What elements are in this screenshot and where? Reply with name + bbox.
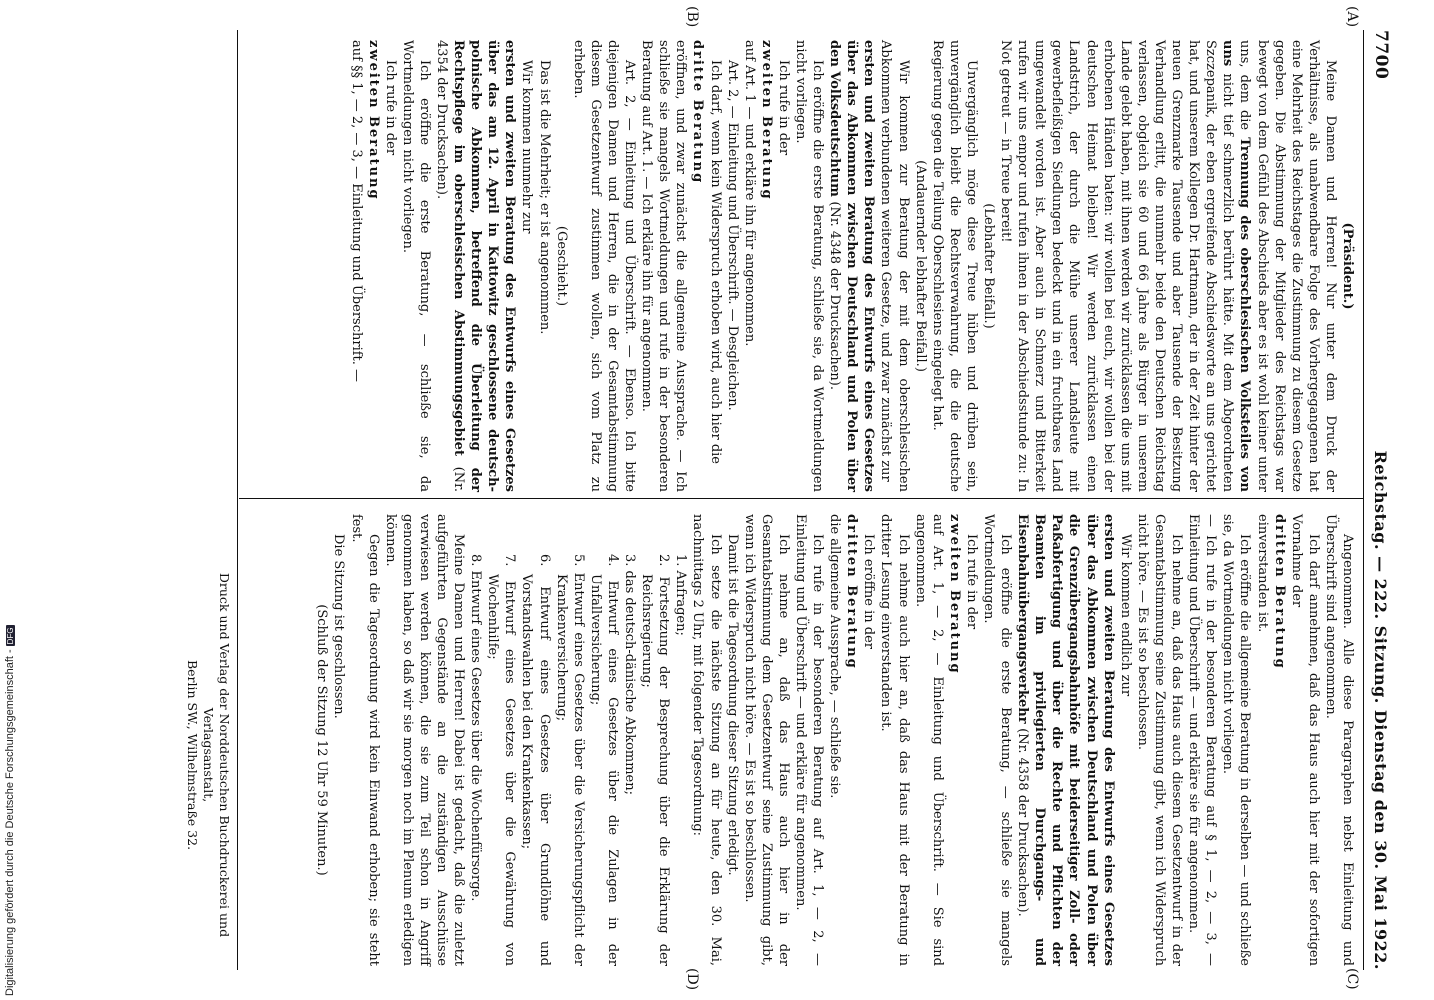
reading-heading: zweiten Beratung <box>758 40 774 201</box>
paragraph: einverstanden ist. <box>1254 514 1270 633</box>
reading-heading: dritte Beratung <box>690 40 706 185</box>
imprint-line: Druck und Verlag der Norddeutschen Buchdruckerei und Verlagsanstalt, <box>201 572 232 938</box>
paragraph: Ich nehme an, daß das Haus auch diesem Gesetzentwurf in der Gesamtabstimmung seine Zustimmung gibt, wenn ich Widerspruch nicht höre. — Es ist so beschlossen. <box>1134 514 1185 966</box>
paragraph: auf Art. 1 — und erkläre ihn für angenommen. <box>741 40 757 347</box>
paragraph: Angenommen. Alle diese Paragraphen nebst Einleitung und Überschrift sind angenommen. <box>1322 514 1355 966</box>
paragraph: Ich eröffne die erste Beratung, — schließe sie mangels Wortmeldungen. <box>981 514 1014 966</box>
paragraph: Damit ist die Tagesordnung dieser Sitzung erledigt. <box>724 534 740 876</box>
agenda-heading: ersten und zweiten Beratung des Entwurfs eines Gesetzes über das am 12. April in Kattowitz geschlossene deutsch-polnische Abkommen, betreffend die Überleitung der Rechtspflege im oberschlesischen Abstimmungsgebiet (Nr. 4354 der Drucksachen). <box>434 40 518 492</box>
list-item: 5. Entwurf eines Gesetzes über die Versicherungspflicht der Krankenversicherung; <box>553 554 586 966</box>
paragraph: Wir kommen endlich zur <box>1117 534 1133 697</box>
agenda-heading: ersten und zweiten Beratung des Entwurfs eines Gesetzes über das Abkommen zwischen Deutschland und Polen über den Volksdeutschtum (Nr. 4348 der Drucksachen). <box>827 40 877 492</box>
imprint-line: Berlin SW., Wilhelmstraße 32. <box>185 659 200 851</box>
agenda-list <box>467 534 689 966</box>
paragraph: Das ist die Mehrheit; er ist angenommen. <box>536 60 552 335</box>
applause-note: (Andauernder lebhafter Beifall.) <box>912 160 928 372</box>
session-closing-note: (Schluß der Sitzung 12 Uhr 59 Minuten.) <box>314 604 330 876</box>
paragraph: die allgemeine Aussprache, — schließe sie. <box>827 514 843 799</box>
paragraph: Unvergänglich möge diese Treue hüben und drüben sein, unvergänglich bleibt die Rechtsverwahrung, die die deutsche Regierung gegen die Teilung Oberschlesiens eingelegt hat. <box>929 40 979 492</box>
list-item: 7. Entwurf eines Gesetzes über die Gewährung von Wochenhilfe; <box>485 554 518 966</box>
list-item: 1. Anfragen; <box>673 554 689 636</box>
paragraph: Ich eröffne die erste Beratung, schließe sie, da Wortmeldungen nicht vorliegen. <box>793 40 826 492</box>
paragraph: Ich rufe in der <box>963 534 979 630</box>
paragraph: Gegen die Tagesordnung wird kein Einwand erhoben; sie steht fest. <box>348 514 381 966</box>
list-item: 3. das deutsch-dänische Abkommen; <box>622 554 638 796</box>
imprint-footer <box>184 540 232 970</box>
paragraph: Ich rufe in der <box>382 60 398 156</box>
paragraph: Meine Damen und Herren! Dabei ist gedacht, daß die zuletzt aufgeführten Gegenstände an die zuständigen Ausschüsse verwiesen werden können, die sie zum Teil schon in Angriff genommen haben, so daß wir sie morgen noch im Plenum erledigen können. <box>382 514 467 966</box>
paragraph: Art. 2, — Einleitung und Überschrift. — Desgleichen. <box>724 60 740 411</box>
paragraph: Ich nehme auch hier an, daß das Haus mit der Beratung in dritter Lesung einverstanden ist. <box>878 514 911 966</box>
header-rule <box>1363 30 1364 970</box>
emphasis: Trennung des oberschlesischen Volksteiles von uns <box>1220 40 1253 493</box>
margin-letter-c: (C) <box>1344 968 1360 990</box>
column-divider <box>239 498 1364 499</box>
paragraph: Meine Damen und Herren! Nur unter dem Druck der Verhältnisse, als unabwendbare Folge des Vorhergegangenen hat eine Mehrheit des Reichstages die Zustimmung zu diesem Gesetze gegeben. Die Abstimmung der Mitglieder des Reichstags war bewegt von dem Gefühl des Abschieds aber es ist wohl keiner unter uns, dem die Trennung des oberschlesischen Volksteiles von uns nicht tief schmerzlich berührt hätte. Mit dem Abgeordneten Szczepanik, der eben ergreifende Abschiedsworte an uns gerichtet hat, und unserem Kollegen Dr. Hartmann, der in der Zeit hinter der neuen Grenzmarke Tausende und aber Tausende der Besitzung Verhandlung erlitt, die nunmehr beide den Deutschen Reichstag verlassen, obgleich sie 60 und 66 Jahre als Bürger in unserem Lande gelebt haben, mit ihnen werden wir zurücklassen die uns mit erhobenen Händen baten: wir wollen bei euch, wir wollen bei der deutschen Heimat bleiben! Wir werden zurücklassen einen Landstrich, der durch die Mühe unserer Landsleute mit gewerbefleißigen Siedlungen bedeckt und in ein fruchtbares Land umgewandelt worden ist. Aber auch in Schmerz und Bitterkeit rufen wir uns empor und rufen ihnen in der Abschiedsstunde zu: In Not getreut — in Treue bereit! <box>998 40 1338 493</box>
paragraph: Die Sitzung ist geschlossen. <box>331 534 347 719</box>
paragraph: Wir kommen zur Beratung der mit dem oberschlesischen Abkommen verbundenen weiteren Gesetze, und zwar zunächst zur <box>878 40 911 492</box>
reading-heading: dritten Beratung <box>1271 514 1287 670</box>
paragraph: Ich eröffne die erste Beratung, — schließe sie, da Wortmeldungen nicht vorliegen. <box>399 40 432 492</box>
reading-heading: zweiten Beratung <box>365 40 381 201</box>
paragraph: Ich eröffne die allgemeine Beratung in derselben — und schließe sie, da Wortmeldungen nicht vorliegen. <box>1220 514 1253 966</box>
agenda-heading: ersten und zweiten Beratung des Entwurfs eines Gesetzes über das Abkommen zwischen Deutschland und Polen über die Grenzübergangsbahnhöfe mit beiderseitiger Zoll- oder Paßabfertigung und über die Rechte und Pflichten der Beamten im privilegierten Durchgangs- und Eisenbahnübergangsverkehr (Nr. 4358 der Drucksachen). <box>1015 514 1116 966</box>
margin-letter-a: (A) <box>1344 6 1360 28</box>
paragraph: Ich setze die nächste Sitzung an für heute, den 30. Mai, nachmittags 2 Uhr, mit folgender Tagesordnung: <box>690 514 723 966</box>
applause-note: (Lebhafter Beifall.) <box>981 203 997 329</box>
paragraph: Ich rufe in der <box>775 60 791 156</box>
paragraph: Ich darf, wenn kein Widerspruch erhoben wird, auch hier die <box>707 60 723 465</box>
digitization-credit: Digitalisierung gefördert durch die Deutsche Forschungsgemeinschaft -DFG <box>4 627 16 996</box>
paragraph: eröffnen, und zwar zunächst die allgemeine Aussprache. — Ich schließe sie mangels Wortmeldungen und rufe in der besonderen Beratung auf Art. 1. — Ich erkläre ihn für angenommen. <box>639 40 689 492</box>
paragraph: Wir kommen nunmehr zur <box>519 60 535 234</box>
paragraph: auf Art. 1, — 2, — Einleitung und Überschrift. — Sie sind angenommen. <box>912 514 945 966</box>
reading-heading: zweiten Beratung <box>946 514 962 675</box>
paragraph: Ich eröffne in der <box>861 534 877 649</box>
paragraph: Ich rufe in der besonderen Beratung auf Art. 1, — 2, — Einleitung und Überschrift — und erkläre für angenommen. <box>793 514 826 966</box>
paragraph: Art. 2, — Einleitung und Überschrift. — Ebenso. Ich bitte diejenigen Damen und Herren, die in der Gesamtabstimmung diesem Gesetzentwurf zustimmen wollen, sich vom Platz zu erheben. <box>570 40 638 492</box>
page-number: 7700 <box>1370 30 1391 80</box>
paragraph: Ich nehme an, daß das Haus auch hier in der Gesamtabstimmung dem Gesetzentwurf seine Zustimmung gibt, wenn ich Widerspruch nicht höre. — Es ist so beschlossen. <box>741 514 791 966</box>
paragraph: Ich darf annehmen, daß das Haus auch hier mit der sofortigen Vornahme der <box>1288 514 1321 966</box>
dfg-logo-icon: DFG <box>6 627 15 645</box>
footer-rule <box>237 30 238 970</box>
paragraph: — Ich rufe in der besonderen Beratung auf § 1, — 2, — 3, — Einleitung und Überschrift — und erkläre sie für angenommen. <box>1186 514 1219 966</box>
list-item: 2. Fortsetzung der Besprechung über die Erklärung der Reichsregierung; <box>639 554 672 966</box>
rotated-page <box>5 0 1400 1000</box>
right-column <box>313 514 1356 966</box>
list-item: 6. Entwurf eines Gesetzes über Grundlöhne und Vorstandswahlen bei den Krankenkassen; <box>519 554 552 966</box>
speaker-label: (Präsident.) <box>1340 222 1355 310</box>
list-item: 4. Entwurf eines Gesetzes über die Zulagen in der Unfallversicherung; <box>587 554 620 966</box>
margin-letter-d: (D) <box>684 968 700 991</box>
header-title: Reichstag. — 222. Sitzung. Dienstag den 30. Mai 1922. <box>1370 450 1390 970</box>
list-item: 8. Entwurf eines Gesetzes über die Wochenfürsorge. <box>468 554 484 902</box>
margin-letter-b: (B) <box>684 6 700 28</box>
paragraph: auf §§ 1, — 2, — 3, — Einleitung und Überschrift. — <box>348 40 364 383</box>
page-header <box>1368 30 1392 970</box>
procedural-note: (Geschieht.) <box>553 225 569 307</box>
left-column <box>347 40 1356 492</box>
reading-heading: dritten Beratung <box>844 514 860 670</box>
